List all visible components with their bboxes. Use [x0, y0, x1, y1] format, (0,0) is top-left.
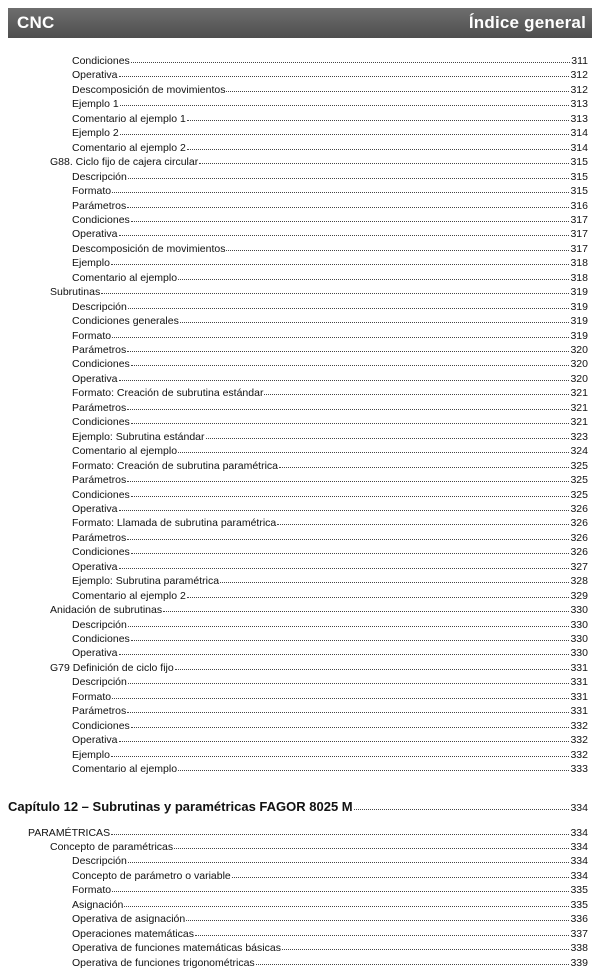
toc-leader-dots	[128, 298, 570, 309]
toc-entry[interactable]	[72, 169, 588, 183]
toc-entry-page-number: 321	[570, 401, 588, 414]
toc-leader-dots	[111, 746, 570, 757]
toc-entry-label: Condiciones	[72, 416, 130, 429]
toc-entry[interactable]	[72, 588, 588, 602]
toc-entry[interactable]	[72, 674, 588, 688]
toc-entry-page-number: 330	[570, 633, 588, 645]
toc-entry-page-number: 315	[570, 156, 588, 169]
toc-entry[interactable]	[72, 328, 588, 342]
toc-entry-label: Parámetros	[72, 474, 127, 487]
toc-entry-page-number: 317	[570, 242, 588, 255]
toc-entry-label: Ejemplo: Subrutina paramétrica	[72, 575, 220, 588]
toc-leader-dots	[124, 896, 569, 907]
toc-entry-page-number: 332	[570, 734, 588, 747]
toc-entry-page-number: 327	[570, 560, 588, 573]
toc-entry-label: PARAMÉTRICAS	[28, 826, 111, 839]
toc-entry-label: Formato	[72, 690, 112, 703]
toc-entry-page-number: 323	[570, 430, 588, 443]
toc-entry-page-number: 333	[570, 763, 588, 776]
toc-entry-label: Comentario al ejemplo 1	[72, 112, 186, 125]
toc-entry-page-number: 332	[570, 719, 588, 732]
toc-leader-dots	[101, 283, 569, 294]
toc-entry[interactable]	[72, 299, 588, 313]
toc-leader-dots	[128, 168, 570, 179]
toc-leader-dots	[131, 52, 570, 63]
toc-entry[interactable]	[72, 617, 588, 631]
toc-entry[interactable]	[72, 96, 588, 110]
toc-entry-page-number: 319	[570, 286, 588, 299]
toc-leader-dots	[175, 659, 570, 670]
toc-leader-dots	[131, 211, 570, 222]
toc-entry[interactable]	[50, 284, 588, 298]
toc-entry-label: Operativa	[72, 502, 118, 515]
toc-entry-label: Condiciones	[72, 55, 130, 67]
toc-leader-dots	[119, 731, 570, 742]
toc-leader-dots	[256, 954, 570, 965]
toc-entry-label: Descomposición de movimientos	[72, 242, 226, 255]
toc-entry-page-number: 334	[570, 840, 588, 853]
toc-leader-dots	[127, 399, 569, 410]
toc-entry-label: Comentario al ejemplo	[72, 271, 178, 284]
toc-entry-page-number: 338	[570, 942, 588, 955]
toc-entry-label: Ejemplo	[72, 257, 110, 270]
toc-entry-page-number: 325	[570, 459, 588, 472]
toc-entry-label: Parámetros	[72, 199, 127, 212]
toc-entry[interactable]	[72, 82, 588, 96]
toc-leader-dots	[131, 486, 570, 497]
toc-entry[interactable]	[72, 573, 588, 587]
toc-entry-label: Descomposición de movimientos	[72, 83, 226, 96]
toc-entry-page-number: 319	[570, 315, 588, 328]
toc-entry[interactable]	[72, 926, 588, 940]
toc-entry[interactable]	[72, 212, 588, 226]
toc-leader-dots	[174, 838, 569, 849]
toc-entry-page-number: 331	[570, 676, 588, 689]
toc-leader-dots	[120, 95, 570, 106]
toc-entry-label: Condiciones	[72, 488, 130, 501]
toc-entry-page-number: 337	[570, 927, 588, 940]
toc-entry[interactable]	[72, 940, 588, 954]
toc-entry[interactable]	[72, 270, 588, 284]
toc-entry-label: Operativa	[72, 560, 118, 573]
toc-entry-page-number: 317	[570, 213, 588, 226]
toc-entry[interactable]	[72, 356, 588, 370]
toc-leader-dots	[112, 182, 569, 193]
toc-entry-label: Operativa	[72, 647, 118, 660]
toc-entry-label: Descripción	[72, 300, 127, 313]
toc-entry-label: Comentario al ejemplo 2	[72, 141, 186, 154]
toc-entry[interactable]	[72, 472, 588, 486]
toc-entry-page-number: 330	[570, 618, 588, 631]
toc-entry[interactable]	[72, 911, 588, 925]
toc-entry[interactable]	[72, 645, 588, 659]
toc-entry[interactable]	[72, 530, 588, 544]
toc-leader-dots	[112, 688, 569, 699]
toc-entry[interactable]	[72, 732, 588, 746]
toc-entry-page-number: 311	[571, 55, 588, 67]
toc-entry[interactable]	[72, 67, 588, 81]
toc-leader-dots	[127, 471, 569, 482]
toc-entry-page-number: 313	[570, 112, 588, 125]
toc-leader-dots	[128, 673, 570, 684]
toc-entry-page-number: 320	[570, 344, 588, 356]
toc-entry-label: Comentario al ejemplo 2	[72, 589, 186, 602]
toc-leader-dots	[119, 370, 570, 381]
toc-entry-label: Operativa	[72, 69, 118, 82]
toc-entry-page-number: 312	[570, 83, 588, 96]
toc-entry-label: Operativa de asignación	[72, 913, 186, 926]
toc-entry-page-number: 339	[570, 956, 588, 969]
toc-entry-page-number: 325	[570, 474, 588, 487]
toc-entry-label: Concepto de parámetro o variable	[72, 869, 231, 882]
toc-entry-label: Parámetros	[72, 705, 127, 718]
toc-entry-label: Descripción	[72, 676, 127, 689]
toc-entry-page-number: 314	[570, 141, 588, 154]
toc-entry-label: Ejemplo 2	[72, 127, 119, 140]
toc-leader-dots	[226, 240, 569, 251]
toc-entry-label: Condiciones generales	[72, 315, 179, 328]
toc-entry[interactable]	[50, 660, 588, 674]
header-left-title: CNC	[17, 13, 55, 32]
toc-entry-page-number: 317	[570, 228, 588, 241]
toc-leader-dots	[119, 644, 570, 655]
toc-entry-page-number: 334	[570, 801, 588, 814]
toc-leader-dots	[206, 428, 570, 439]
toc-entry-label: G88. Ciclo fijo de cajera circular	[50, 156, 199, 169]
toc-leader-dots	[220, 572, 569, 583]
toc-entry[interactable]	[72, 342, 588, 356]
toc-entry[interactable]	[72, 241, 588, 255]
toc-entry-page-number: 315	[570, 185, 588, 198]
toc-entry-page-number: 320	[570, 372, 588, 385]
toc-entry-label: Descripción	[72, 855, 127, 868]
toc-leader-dots	[187, 110, 570, 121]
toc-entry[interactable]	[72, 125, 588, 139]
toc-entry-page-number: 326	[570, 502, 588, 515]
toc-leader-dots	[131, 413, 570, 424]
toc-entry[interactable]	[72, 443, 588, 457]
toc-entry[interactable]	[72, 429, 588, 443]
toc-leader-dots	[131, 355, 570, 366]
toc-entry[interactable]	[72, 761, 588, 775]
toc-entry-page-number: 331	[570, 690, 588, 703]
toc-entry-label: Condiciones	[72, 546, 130, 559]
toc-entry-page-number: 334	[570, 855, 588, 868]
toc-entry-label: Concepto de paramétricas	[50, 840, 174, 853]
toc-entry-page-number: 315	[570, 170, 588, 183]
toc-entry[interactable]	[72, 868, 588, 882]
toc-entry-label: Condiciones	[72, 719, 130, 732]
toc-leader-dots	[120, 124, 570, 135]
toc-entry-label: Ejemplo 1	[72, 98, 119, 111]
toc-entry-label: Condiciones	[72, 633, 130, 645]
toc-leader-dots	[119, 66, 570, 77]
toc-entry-page-number: 335	[570, 898, 588, 911]
toc-entry[interactable]	[28, 825, 588, 839]
toc-leader-dots	[354, 799, 570, 810]
toc-leader-dots	[232, 867, 570, 878]
toc-entry-label: Anidación de subrutinas	[50, 604, 163, 617]
toc-entry-page-number: 318	[570, 257, 588, 270]
toc-entry-label: Ejemplo: Subrutina estándar	[72, 430, 205, 443]
toc-leader-dots	[187, 587, 570, 598]
toc-entry-label: Comentario al ejemplo	[72, 763, 178, 776]
toc-entry[interactable]	[50, 154, 588, 168]
toc-leader-dots	[128, 616, 570, 627]
toc-leader-dots	[111, 824, 569, 835]
toc-entry[interactable]	[50, 839, 588, 853]
toc-entry-label: Operativa	[72, 372, 118, 385]
toc-entry-page-number: 330	[570, 647, 588, 660]
toc-entry-label: Parámetros	[72, 531, 127, 544]
toc-leader-dots	[131, 543, 570, 554]
toc-entry[interactable]	[72, 198, 588, 212]
toc-entry-page-number: 319	[570, 300, 588, 313]
toc-entry-label: Asignación	[72, 898, 124, 911]
toc-entry[interactable]	[72, 140, 588, 154]
toc-entry[interactable]	[72, 703, 588, 717]
toc-leader-dots	[119, 558, 570, 569]
toc-leader-dots	[178, 269, 569, 280]
toc-leader-dots	[264, 384, 569, 395]
toc-entry[interactable]	[72, 255, 588, 269]
toc-entry-page-number: 325	[570, 488, 588, 501]
toc-leader-dots	[119, 500, 570, 511]
toc-entry-page-number: 314	[570, 127, 588, 140]
toc-leader-dots	[119, 225, 570, 236]
toc-entry[interactable]	[72, 515, 588, 529]
toc-entry-page-number: 313	[570, 98, 588, 111]
toc-entry-label: Descripción	[72, 170, 127, 183]
toc-entry-page-number: 334	[570, 869, 588, 882]
toc-entry[interactable]	[72, 631, 588, 645]
toc-entry-page-number: 331	[570, 661, 588, 674]
toc-entry-page-number: 326	[570, 517, 588, 530]
toc-entry-label: Subrutinas	[50, 286, 101, 299]
toc-leader-dots	[111, 254, 570, 265]
toc-entry-label: Formato	[72, 884, 112, 897]
toc-entry[interactable]	[72, 955, 588, 969]
toc-leader-dots	[279, 457, 569, 468]
toc-leader-dots	[127, 197, 569, 208]
toc-leader-dots	[180, 312, 570, 323]
toc-leader-dots	[195, 925, 569, 936]
toc-entry-page-number: 324	[570, 445, 588, 458]
toc-leader-dots	[163, 601, 569, 612]
toc-entry[interactable]	[72, 559, 588, 573]
toc-entry[interactable]	[72, 501, 588, 515]
toc-entry-page-number: 329	[570, 589, 588, 602]
toc-entry-label: Operativa	[72, 228, 118, 241]
toc-entry-label: Ejemplo	[72, 748, 110, 761]
toc-leader-dots	[277, 514, 569, 525]
toc-entry-label: Formato	[72, 329, 112, 342]
toc-entry[interactable]	[72, 718, 588, 732]
toc-leader-dots	[178, 442, 569, 453]
toc-entry[interactable]	[72, 226, 588, 240]
toc-leader-dots	[186, 910, 569, 921]
toc-entry-label: Formato: Llamada de subrutina paramétrica	[72, 517, 277, 530]
toc-entry-page-number: 326	[570, 531, 588, 544]
toc-entry[interactable]	[72, 414, 588, 428]
toc-leader-dots	[127, 529, 569, 540]
toc-entry-page-number: 331	[570, 705, 588, 718]
toc-entry-label: Comentario al ejemplo	[72, 445, 178, 458]
toc-leader-dots	[131, 717, 570, 728]
toc-entry-page-number: 312	[570, 69, 588, 82]
toc-leader-dots	[112, 881, 569, 892]
toc-entry-label: Formato: Creación de subrutina paramétrica	[72, 459, 279, 472]
toc-entry-label: Operaciones matemáticas	[72, 927, 194, 940]
toc-entry[interactable]	[72, 183, 588, 197]
toc-entry-label: Capítulo 12 – Subrutinas y paramétricas FAGOR 8025 M	[8, 798, 353, 814]
toc-leader-dots	[112, 327, 569, 338]
toc-entry[interactable]	[72, 544, 588, 558]
toc-entry-page-number: 319	[570, 329, 588, 342]
toc-entry-label: Condiciones	[72, 213, 130, 226]
toc-entry[interactable]	[72, 882, 588, 896]
toc-leader-dots	[178, 760, 569, 771]
toc-entry-label: Parámetros	[72, 344, 127, 356]
toc-entry-label: Descripción	[72, 618, 127, 631]
toc-entry-label: Formato: Creación de subrutina estándar	[72, 387, 264, 400]
toc-chapter-entry[interactable]	[8, 798, 588, 815]
toc-leader-dots	[226, 81, 569, 92]
toc-entry-page-number: 332	[570, 748, 588, 761]
toc-leader-dots	[282, 939, 570, 950]
toc-entry-page-number: 320	[570, 358, 588, 371]
toc-entry-label: Operativa de funciones matemáticas básicas	[72, 942, 281, 955]
toc-entry[interactable]	[72, 371, 588, 385]
toc-leader-dots	[127, 341, 569, 352]
toc-entry-page-number: 336	[570, 913, 588, 926]
toc-leader-dots	[187, 139, 570, 150]
page-header	[8, 8, 592, 38]
toc-entry-page-number: 328	[570, 575, 588, 588]
toc-entry-page-number: 321	[570, 387, 588, 400]
toc-entry[interactable]	[72, 313, 588, 327]
toc-entry[interactable]	[72, 897, 588, 911]
toc-leader-dots	[128, 852, 570, 863]
toc-entry-page-number: 334	[570, 826, 588, 839]
toc-leader-dots	[199, 153, 569, 164]
toc-entry[interactable]	[72, 385, 588, 399]
toc-entry[interactable]	[72, 853, 588, 867]
toc-entry-page-number: 318	[570, 271, 588, 284]
toc-entry-label: Operativa de funciones trigonométricas	[72, 956, 255, 969]
toc-entry-page-number: 326	[570, 546, 588, 559]
toc-entry-page-number: 335	[570, 884, 588, 897]
toc-entry[interactable]	[72, 487, 588, 501]
toc-entry-label: G79 Definición de ciclo fijo	[50, 661, 174, 674]
toc-entry-page-number: 316	[570, 199, 588, 212]
toc-entry-label: Parámetros	[72, 401, 127, 414]
toc-entry-page-number: 330	[570, 604, 588, 617]
toc-entry[interactable]	[50, 602, 588, 616]
toc-entry[interactable]	[72, 111, 588, 125]
toc-leader-dots	[131, 630, 570, 641]
toc-entry-label: Operativa	[72, 734, 118, 747]
toc-entry[interactable]	[72, 747, 588, 761]
toc-entry[interactable]	[72, 689, 588, 703]
toc-entry-label: Formato	[72, 185, 112, 198]
toc-entry-page-number: 321	[570, 416, 588, 429]
toc-entry-label: Condiciones	[72, 358, 130, 371]
header-right-title: Índice general	[468, 13, 586, 32]
toc-entry[interactable]	[72, 53, 588, 67]
toc-leader-dots	[127, 702, 569, 713]
toc-entry[interactable]	[72, 400, 588, 414]
toc-entry[interactable]	[72, 458, 588, 472]
